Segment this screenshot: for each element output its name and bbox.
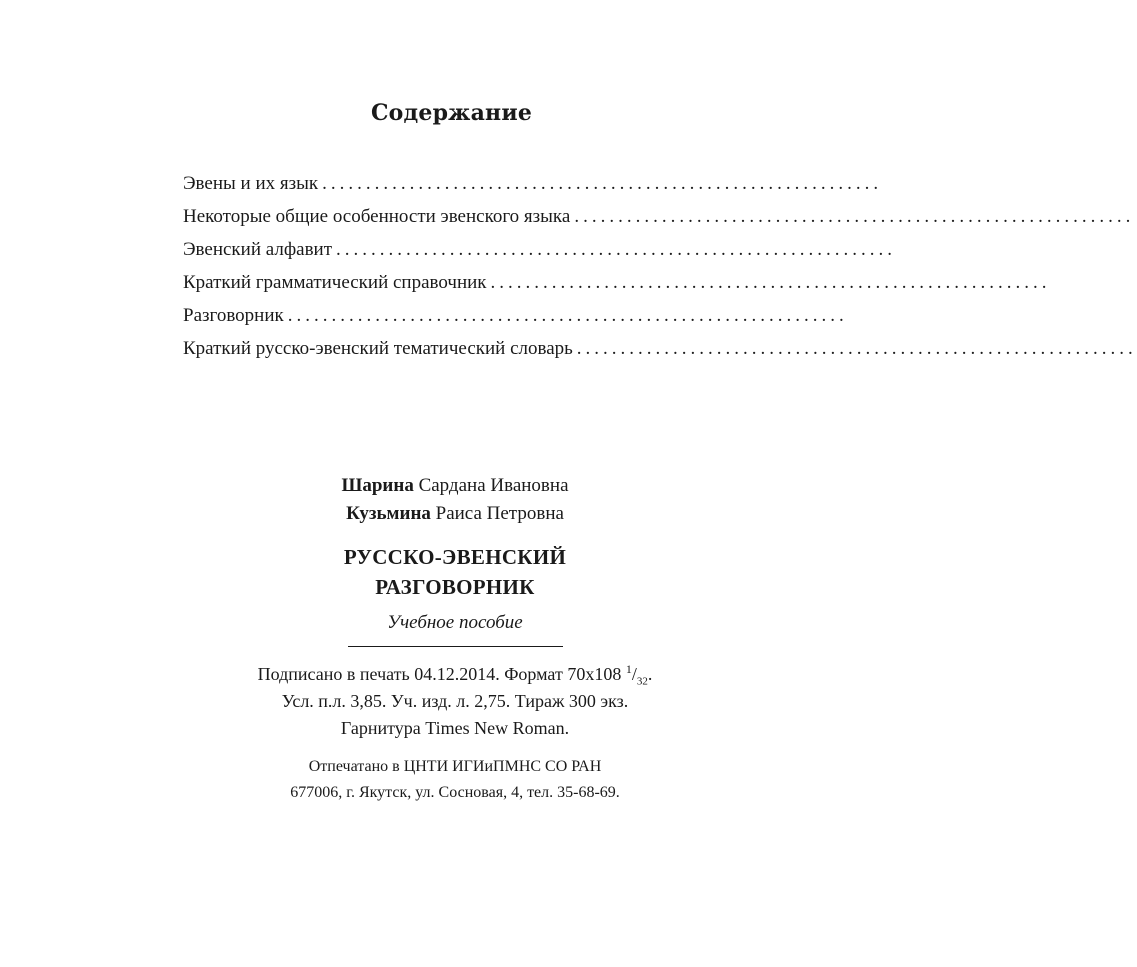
format-fraction-denominator: 32 [636,675,648,688]
print-line-period: . [647,664,653,684]
toc-heading-text: Содержание [370,100,533,126]
author-given-name: Раиса Петровна [435,503,564,524]
toc-entry[interactable] [183,338,1137,371]
print-details [220,661,690,742]
toc-entry-label: Краткий грамматический справочник [183,272,487,293]
print-signed-text: Подписано в печать 04.12.2014. Формат 70х108 [257,664,626,684]
printer-details-line: 677006, г. Якутск, ул. Сосновая, 4, тел. 35-68-69. [290,784,620,801]
toc-list [183,173,1137,371]
toc-leader-dots: ................................................................ [287,305,848,326]
author-given-name: Сардана Ивановна [418,475,569,496]
toc-entry-label: Некоторые общие особенности эвенского языка [183,206,571,227]
toc-entry[interactable] [183,239,897,272]
print-details-line: Усл. п.л. 3,85. Уч. изд. л. 2,75. Тираж 300 экз. [281,691,629,711]
format-fraction-numerator: 1 [625,662,632,676]
format-fraction-slash: / [631,664,637,684]
separator-rule [348,646,563,647]
toc-entry-label: Разговорник [183,305,284,326]
toc-leader-dots: ................................................................ [574,206,1135,227]
toc-entry[interactable] [183,272,1051,305]
toc-entry[interactable] [183,305,848,338]
author-line [220,500,690,528]
book-title-line: РУССКО-ЭВЕНСКИЙ [343,545,567,569]
toc-leader-dots: ................................................................ [490,272,1051,293]
print-details-line [220,661,690,688]
toc-leader-dots: ................................................................ [336,239,897,260]
author-line [220,472,690,500]
toc-heading [0,100,703,126]
toc-entry-label: Эвенский алфавит [183,239,333,260]
printer-details [220,754,690,806]
author-surname: Шарина [341,475,414,496]
toc-entry-label: Эвены и их язык [183,173,319,194]
book-title [220,542,690,602]
colophon [220,472,690,806]
printer-details-line: Отпечатано в ЦНТИ ИГИиПМНС СО РАН [308,758,602,775]
toc-entry[interactable] [183,206,1135,239]
toc-leader-dots: ................................................................ [322,173,883,194]
book-subtitle: Учебное пособие [387,612,523,633]
toc-leader-dots: ................................................................ [576,338,1137,359]
book-title-line: РАЗГОВОРНИК [375,575,535,599]
print-details-line: Гарнитура Times New Roman. [340,718,570,738]
author-surname: Кузьмина [346,503,431,524]
toc-entry-label: Краткий русско-эвенский тематический словарь [183,338,573,359]
toc-entry[interactable] [183,173,883,206]
